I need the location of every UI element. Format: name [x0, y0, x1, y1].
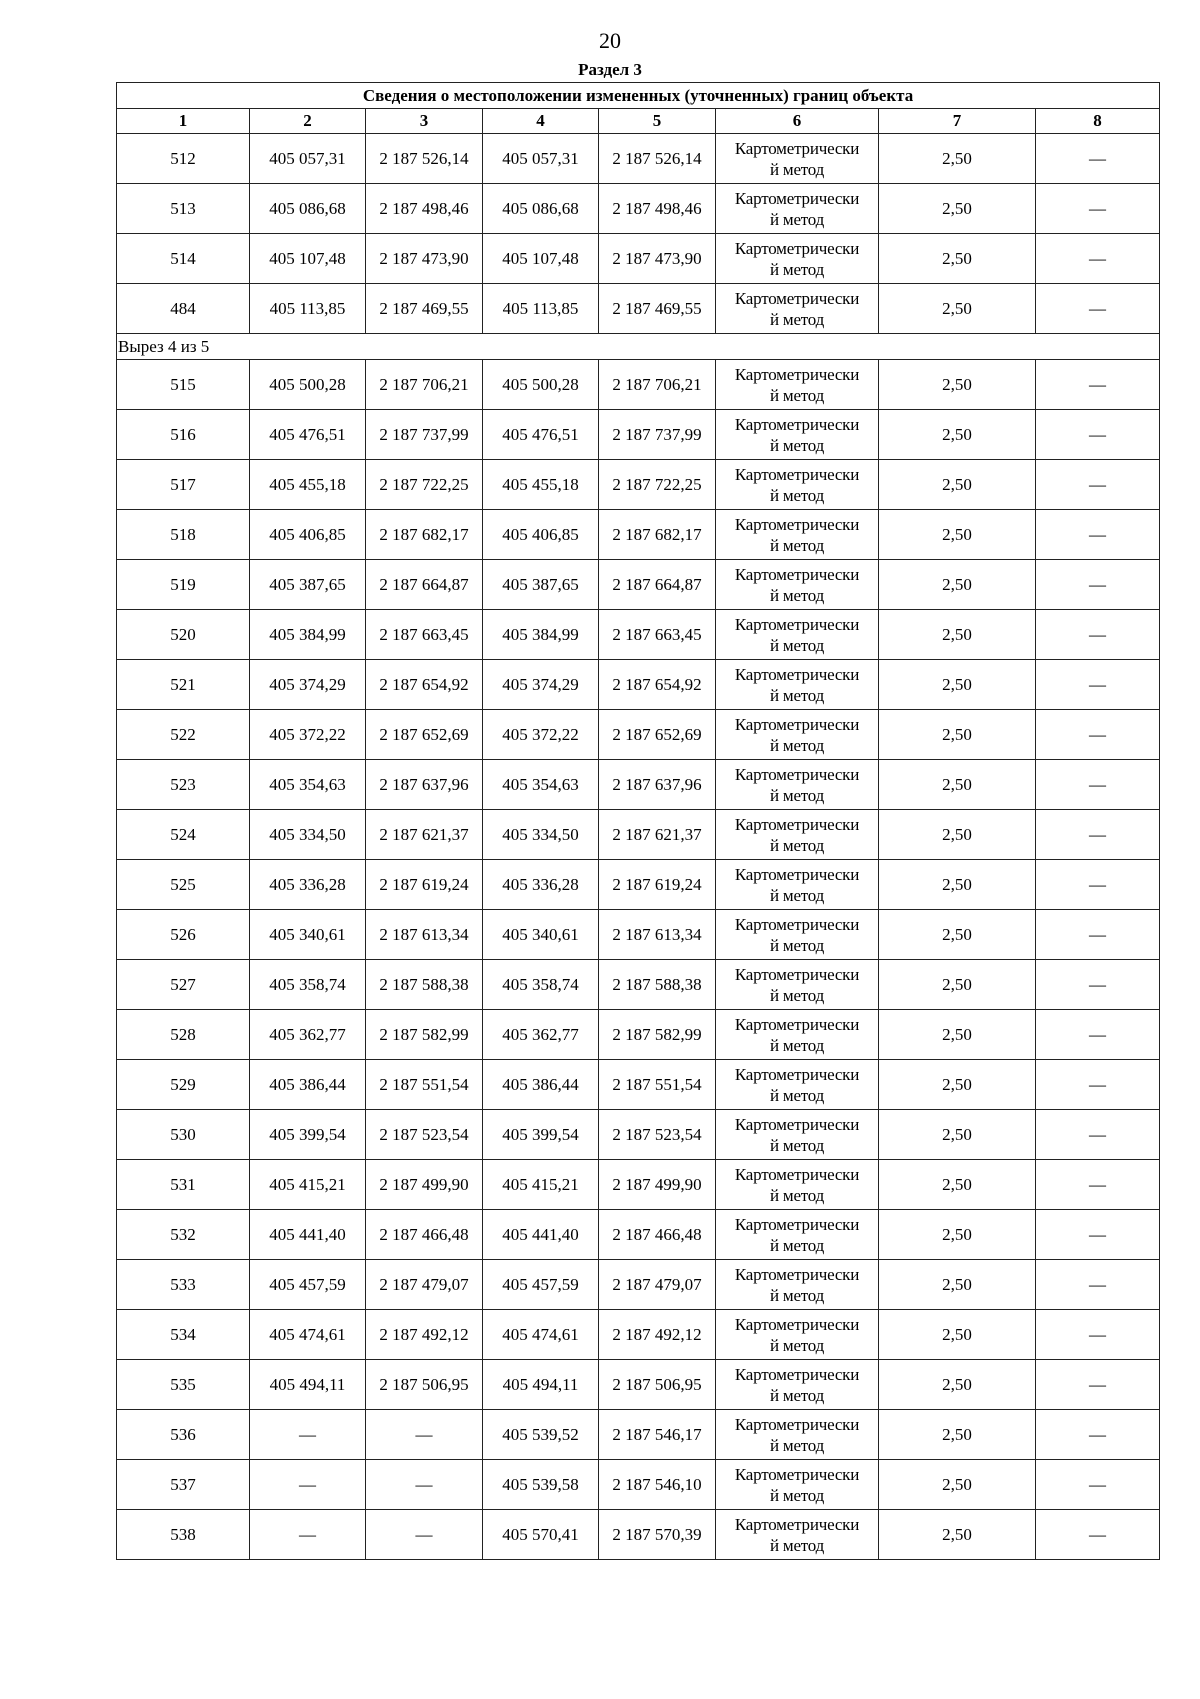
table-row — [117, 1060, 1160, 1110]
cell-y-old: 2 187 588,38 — [366, 960, 483, 1010]
cell-y-old: 2 187 652,69 — [366, 710, 483, 760]
cell-y-old: — — [366, 1460, 483, 1510]
cell-description: — — [1036, 134, 1160, 184]
cell-y-old: 2 187 722,25 — [366, 460, 483, 510]
cell-y-new: 2 187 652,69 — [599, 710, 716, 760]
cell-x-new: 405 455,18 — [483, 460, 599, 510]
cell-x-old: 405 334,50 — [250, 810, 366, 860]
cell-x-old: 405 441,40 — [250, 1210, 366, 1260]
cell-description: — — [1036, 1210, 1160, 1260]
cell-method: Картометрически й метод — [716, 1310, 879, 1360]
cell-accuracy: 2,50 — [879, 410, 1036, 460]
cell-point-number: 515 — [117, 360, 250, 410]
cell-y-old: 2 187 706,21 — [366, 360, 483, 410]
cell-accuracy: 2,50 — [879, 1160, 1036, 1210]
cell-description: — — [1036, 460, 1160, 510]
cell-y-old: 2 187 498,46 — [366, 184, 483, 234]
cell-x-new: 405 358,74 — [483, 960, 599, 1010]
table-row — [117, 1260, 1160, 1310]
cell-y-new: 2 187 466,48 — [599, 1210, 716, 1260]
cell-accuracy: 2,50 — [879, 960, 1036, 1010]
cell-point-number: 529 — [117, 1060, 250, 1110]
cell-y-new: 2 187 706,21 — [599, 360, 716, 410]
cell-method: Картометрически й метод — [716, 360, 879, 410]
cell-y-new: 2 187 526,14 — [599, 134, 716, 184]
cell-accuracy: 2,50 — [879, 1260, 1036, 1310]
cell-y-old: 2 187 473,90 — [366, 234, 483, 284]
table-row — [117, 1460, 1160, 1510]
cell-accuracy: 2,50 — [879, 560, 1036, 610]
cell-method: Картометрически й метод — [716, 1110, 879, 1160]
boundary-coordinates-table — [116, 82, 1160, 1560]
cell-accuracy: 2,50 — [879, 284, 1036, 334]
cell-y-new: 2 187 722,25 — [599, 460, 716, 510]
cell-accuracy: 2,50 — [879, 1010, 1036, 1060]
cell-x-new: 405 474,61 — [483, 1310, 599, 1360]
cell-y-new: 2 187 682,17 — [599, 510, 716, 560]
table-row — [117, 760, 1160, 810]
cell-method: Картометрически й метод — [716, 860, 879, 910]
cell-y-old: 2 187 682,17 — [366, 510, 483, 560]
cell-point-number: 526 — [117, 910, 250, 960]
cell-y-new: 2 187 551,54 — [599, 1060, 716, 1110]
cell-x-old: 405 406,85 — [250, 510, 366, 560]
cell-x-new: 405 107,48 — [483, 234, 599, 284]
cell-method: Картометрически й метод — [716, 710, 879, 760]
column-number-3: 3 — [366, 109, 483, 134]
cell-x-old: 405 362,77 — [250, 1010, 366, 1060]
cell-description: — — [1036, 560, 1160, 610]
cell-y-new: 2 187 588,38 — [599, 960, 716, 1010]
cell-description: — — [1036, 1410, 1160, 1460]
column-number-8: 8 — [1036, 109, 1160, 134]
cell-x-new: 405 500,28 — [483, 360, 599, 410]
cell-method: Картометрически й метод — [716, 960, 879, 1010]
cell-x-new: 405 415,21 — [483, 1160, 599, 1210]
cell-method: Картометрически й метод — [716, 460, 879, 510]
cell-point-number: 517 — [117, 460, 250, 510]
table-row — [117, 1360, 1160, 1410]
cell-x-new: 405 113,85 — [483, 284, 599, 334]
cell-x-old: — — [250, 1410, 366, 1460]
cell-x-old: 405 358,74 — [250, 960, 366, 1010]
cell-point-number: 520 — [117, 610, 250, 660]
cell-description: — — [1036, 760, 1160, 810]
cell-description: — — [1036, 1310, 1160, 1360]
cell-method: Картометрически й метод — [716, 234, 879, 284]
cell-x-new: 405 354,63 — [483, 760, 599, 810]
cell-method: Картометрически й метод — [716, 660, 879, 710]
cell-description: — — [1036, 710, 1160, 760]
cell-method: Картометрически й метод — [716, 1160, 879, 1210]
cell-y-old: 2 187 551,54 — [366, 1060, 483, 1110]
cell-description: — — [1036, 234, 1160, 284]
cell-description: — — [1036, 1460, 1160, 1510]
cell-description: — — [1036, 1260, 1160, 1310]
cell-x-new: 405 340,61 — [483, 910, 599, 960]
cell-x-new: 405 086,68 — [483, 184, 599, 234]
cell-x-old: 405 386,44 — [250, 1060, 366, 1110]
cell-description: — — [1036, 910, 1160, 960]
cell-y-old: 2 187 523,54 — [366, 1110, 483, 1160]
cell-x-new: 405 476,51 — [483, 410, 599, 460]
cell-y-new: 2 187 469,55 — [599, 284, 716, 334]
cell-x-new: 405 494,11 — [483, 1360, 599, 1410]
cell-x-old: — — [250, 1460, 366, 1510]
cell-x-old: 405 457,59 — [250, 1260, 366, 1310]
cell-description: — — [1036, 960, 1160, 1010]
table-row — [117, 360, 1160, 410]
cell-point-number: 519 — [117, 560, 250, 610]
table-row — [117, 410, 1160, 460]
cell-y-new: 2 187 621,37 — [599, 810, 716, 860]
cell-x-old: 405 113,85 — [250, 284, 366, 334]
cell-method: Картометрически й метод — [716, 410, 879, 460]
cell-x-old: 405 387,65 — [250, 560, 366, 610]
cell-y-new: 2 187 523,54 — [599, 1110, 716, 1160]
cell-point-number: 533 — [117, 1260, 250, 1310]
cell-x-old: 405 500,28 — [250, 360, 366, 410]
cell-y-old: 2 187 492,12 — [366, 1310, 483, 1360]
cell-point-number: 525 — [117, 860, 250, 910]
cell-x-old: 405 354,63 — [250, 760, 366, 810]
group-label: Вырез 4 из 5 — [117, 334, 1160, 360]
table-row — [117, 1160, 1160, 1210]
cell-y-old: 2 187 663,45 — [366, 610, 483, 660]
cell-description: — — [1036, 1110, 1160, 1160]
cell-method: Картометрически й метод — [716, 810, 879, 860]
table-row — [117, 510, 1160, 560]
cell-description: — — [1036, 1010, 1160, 1060]
cell-y-new: 2 187 664,87 — [599, 560, 716, 610]
table-row — [117, 810, 1160, 860]
cell-accuracy: 2,50 — [879, 1360, 1036, 1410]
cell-point-number: 523 — [117, 760, 250, 810]
cell-point-number: 527 — [117, 960, 250, 1010]
cell-y-old: 2 187 506,95 — [366, 1360, 483, 1410]
cell-accuracy: 2,50 — [879, 610, 1036, 660]
cell-accuracy: 2,50 — [879, 1510, 1036, 1560]
cell-point-number: 524 — [117, 810, 250, 860]
cell-y-old: 2 187 582,99 — [366, 1010, 483, 1060]
cell-x-old: 405 372,22 — [250, 710, 366, 760]
cell-y-new: 2 187 737,99 — [599, 410, 716, 460]
cell-point-number: 513 — [117, 184, 250, 234]
cell-x-new: 405 334,50 — [483, 810, 599, 860]
table-row — [117, 910, 1160, 960]
cell-x-new: 405 441,40 — [483, 1210, 599, 1260]
cell-x-old: 405 086,68 — [250, 184, 366, 234]
cell-x-old: — — [250, 1510, 366, 1560]
cell-y-new: 2 187 654,92 — [599, 660, 716, 710]
cell-method: Картометрически й метод — [716, 1260, 879, 1310]
cell-accuracy: 2,50 — [879, 1060, 1036, 1110]
cell-method: Картометрически й метод — [716, 284, 879, 334]
cell-x-old: 405 494,11 — [250, 1360, 366, 1410]
cell-point-number: 512 — [117, 134, 250, 184]
table-row — [117, 960, 1160, 1010]
cell-point-number: 536 — [117, 1410, 250, 1460]
cell-method: Картометрически й метод — [716, 510, 879, 560]
cell-y-old: 2 187 499,90 — [366, 1160, 483, 1210]
table-row — [117, 184, 1160, 234]
cell-x-old: 405 340,61 — [250, 910, 366, 960]
group-row — [117, 334, 1160, 360]
cell-accuracy: 2,50 — [879, 1210, 1036, 1260]
cell-y-old: 2 187 613,34 — [366, 910, 483, 960]
cell-y-old: 2 187 637,96 — [366, 760, 483, 810]
cell-method: Картометрически й метод — [716, 1510, 879, 1560]
cell-description: — — [1036, 360, 1160, 410]
cell-accuracy: 2,50 — [879, 1310, 1036, 1360]
cell-accuracy: 2,50 — [879, 810, 1036, 860]
cell-method: Картометрически й метод — [716, 1460, 879, 1510]
cell-point-number: 531 — [117, 1160, 250, 1210]
cell-point-number: 530 — [117, 1110, 250, 1160]
cell-accuracy: 2,50 — [879, 710, 1036, 760]
column-number-2: 2 — [250, 109, 366, 134]
cell-method: Картометрически й метод — [716, 1010, 879, 1060]
cell-y-old: 2 187 469,55 — [366, 284, 483, 334]
cell-x-old: 405 415,21 — [250, 1160, 366, 1210]
cell-x-new: 405 336,28 — [483, 860, 599, 910]
cell-y-new: 2 187 570,39 — [599, 1510, 716, 1560]
cell-point-number: 484 — [117, 284, 250, 334]
cell-point-number: 521 — [117, 660, 250, 710]
cell-x-old: 405 476,51 — [250, 410, 366, 460]
cell-x-old: 405 057,31 — [250, 134, 366, 184]
column-number-1: 1 — [117, 109, 250, 134]
cell-description: — — [1036, 510, 1160, 560]
cell-accuracy: 2,50 — [879, 234, 1036, 284]
cell-point-number: 522 — [117, 710, 250, 760]
cell-y-new: 2 187 546,10 — [599, 1460, 716, 1510]
cell-method: Картометрически й метод — [716, 134, 879, 184]
cell-y-new: 2 187 613,34 — [599, 910, 716, 960]
table-row — [117, 1210, 1160, 1260]
cell-description: — — [1036, 1060, 1160, 1110]
cell-description: — — [1036, 1160, 1160, 1210]
cell-y-new: 2 187 546,17 — [599, 1410, 716, 1460]
cell-y-old: — — [366, 1410, 483, 1460]
cell-y-old: 2 187 621,37 — [366, 810, 483, 860]
table-row — [117, 1410, 1160, 1460]
cell-y-old: — — [366, 1510, 483, 1560]
cell-description: — — [1036, 660, 1160, 710]
cell-method: Картометрически й метод — [716, 560, 879, 610]
cell-accuracy: 2,50 — [879, 1410, 1036, 1460]
cell-y-new: 2 187 499,90 — [599, 1160, 716, 1210]
cell-point-number: 538 — [117, 1510, 250, 1560]
cell-x-new: 405 057,31 — [483, 134, 599, 184]
table-row — [117, 660, 1160, 710]
column-number-7: 7 — [879, 109, 1036, 134]
cell-accuracy: 2,50 — [879, 134, 1036, 184]
cell-method: Картометрически й метод — [716, 1210, 879, 1260]
cell-y-new: 2 187 582,99 — [599, 1010, 716, 1060]
cell-description: — — [1036, 610, 1160, 660]
cell-method: Картометрически й метод — [716, 910, 879, 960]
cell-y-new: 2 187 479,07 — [599, 1260, 716, 1310]
table-row — [117, 560, 1160, 610]
cell-y-old: 2 187 654,92 — [366, 660, 483, 710]
table-row — [117, 284, 1160, 334]
table-row — [117, 234, 1160, 284]
cell-point-number: 532 — [117, 1210, 250, 1260]
cell-y-old: 2 187 664,87 — [366, 560, 483, 610]
cell-x-new: 405 387,65 — [483, 560, 599, 610]
cell-point-number: 514 — [117, 234, 250, 284]
cell-y-old: 2 187 479,07 — [366, 1260, 483, 1310]
cell-description: — — [1036, 810, 1160, 860]
cell-accuracy: 2,50 — [879, 510, 1036, 560]
cell-method: Картометрически й метод — [716, 610, 879, 660]
cell-y-new: 2 187 506,95 — [599, 1360, 716, 1410]
table-row — [117, 134, 1160, 184]
cell-point-number: 534 — [117, 1310, 250, 1360]
table-row — [117, 860, 1160, 910]
cell-x-old: 405 374,29 — [250, 660, 366, 710]
cell-description: — — [1036, 410, 1160, 460]
cell-accuracy: 2,50 — [879, 1460, 1036, 1510]
cell-x-old: 405 384,99 — [250, 610, 366, 660]
cell-x-new: 405 570,41 — [483, 1510, 599, 1560]
cell-description: — — [1036, 1510, 1160, 1560]
cell-x-old: 405 399,54 — [250, 1110, 366, 1160]
cell-description: — — [1036, 184, 1160, 234]
table-caption: Сведения о местоположении измененных (уточненных) границ объекта — [117, 83, 1160, 109]
cell-x-old: 405 455,18 — [250, 460, 366, 510]
cell-y-new: 2 187 619,24 — [599, 860, 716, 910]
cell-method: Картометрически й метод — [716, 1060, 879, 1110]
cell-x-old: 405 107,48 — [250, 234, 366, 284]
cell-y-new: 2 187 663,45 — [599, 610, 716, 660]
table-row — [117, 610, 1160, 660]
cell-description: — — [1036, 1360, 1160, 1410]
cell-point-number: 528 — [117, 1010, 250, 1060]
cell-x-new: 405 386,44 — [483, 1060, 599, 1110]
cell-x-old: 405 474,61 — [250, 1310, 366, 1360]
cell-y-new: 2 187 492,12 — [599, 1310, 716, 1360]
section-title: Раздел 3 — [578, 60, 642, 79]
cell-y-new: 2 187 498,46 — [599, 184, 716, 234]
cell-y-old: 2 187 619,24 — [366, 860, 483, 910]
cell-x-new: 405 374,29 — [483, 660, 599, 710]
cell-description: — — [1036, 860, 1160, 910]
cell-y-new: 2 187 637,96 — [599, 760, 716, 810]
column-number-5: 5 — [599, 109, 716, 134]
cell-accuracy: 2,50 — [879, 460, 1036, 510]
column-number-4: 4 — [483, 109, 599, 134]
cell-accuracy: 2,50 — [879, 910, 1036, 960]
cell-point-number: 537 — [117, 1460, 250, 1510]
cell-method: Картометрически й метод — [716, 184, 879, 234]
cell-x-new: 405 372,22 — [483, 710, 599, 760]
cell-y-new: 2 187 473,90 — [599, 234, 716, 284]
cell-accuracy: 2,50 — [879, 760, 1036, 810]
cell-x-new: 405 362,77 — [483, 1010, 599, 1060]
table-row — [117, 710, 1160, 760]
cell-accuracy: 2,50 — [879, 660, 1036, 710]
page-number: 20 — [599, 28, 621, 53]
table-row — [117, 1010, 1160, 1060]
cell-x-new: 405 457,59 — [483, 1260, 599, 1310]
table-row — [117, 460, 1160, 510]
cell-method: Картометрически й метод — [716, 760, 879, 810]
column-number-6: 6 — [716, 109, 879, 134]
cell-x-new: 405 539,52 — [483, 1410, 599, 1460]
table-row — [117, 1110, 1160, 1160]
cell-y-old: 2 187 526,14 — [366, 134, 483, 184]
table-row — [117, 1510, 1160, 1560]
cell-x-new: 405 384,99 — [483, 610, 599, 660]
cell-method: Картометрически й метод — [716, 1360, 879, 1410]
cell-y-old: 2 187 737,99 — [366, 410, 483, 460]
cell-y-old: 2 187 466,48 — [366, 1210, 483, 1260]
table-row — [117, 1310, 1160, 1360]
cell-x-old: 405 336,28 — [250, 860, 366, 910]
cell-description: — — [1036, 284, 1160, 334]
cell-x-new: 405 406,85 — [483, 510, 599, 560]
cell-accuracy: 2,50 — [879, 184, 1036, 234]
cell-accuracy: 2,50 — [879, 860, 1036, 910]
cell-x-new: 405 539,58 — [483, 1460, 599, 1510]
cell-method: Картометрически й метод — [716, 1410, 879, 1460]
cell-accuracy: 2,50 — [879, 360, 1036, 410]
cell-x-new: 405 399,54 — [483, 1110, 599, 1160]
cell-accuracy: 2,50 — [879, 1110, 1036, 1160]
cell-point-number: 516 — [117, 410, 250, 460]
cell-point-number: 535 — [117, 1360, 250, 1410]
cell-point-number: 518 — [117, 510, 250, 560]
